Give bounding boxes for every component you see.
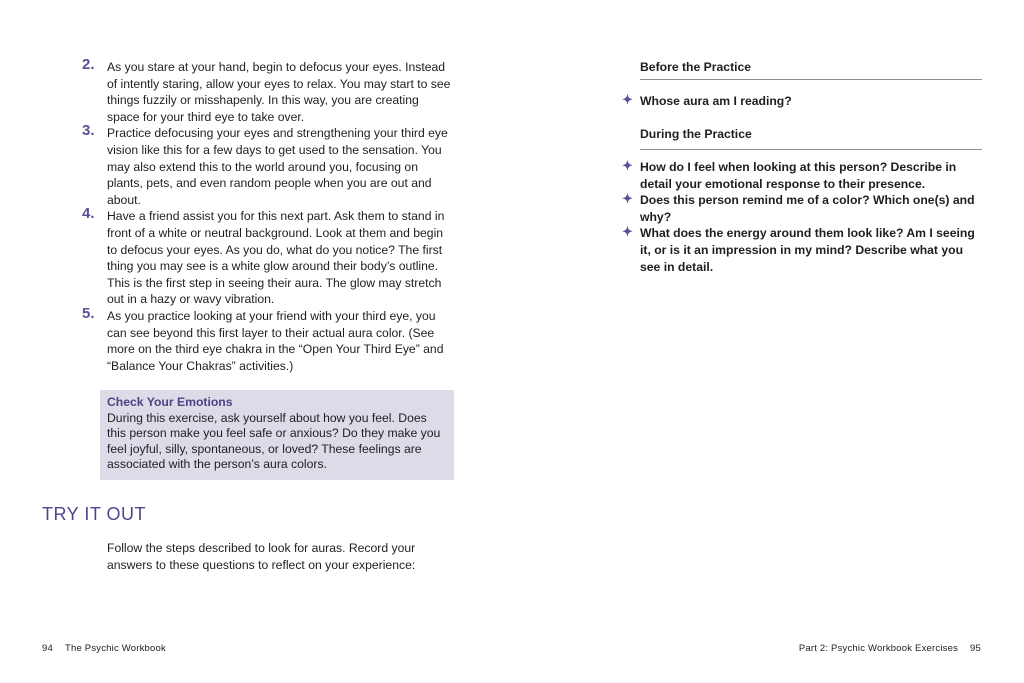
question-text: Whose aura am I reading? xyxy=(640,94,792,108)
star-bullet-icon: ✦ xyxy=(622,158,633,173)
step-item xyxy=(82,56,452,125)
star-bullet-icon: ✦ xyxy=(622,224,633,240)
during-questions xyxy=(622,159,984,275)
during-practice-section xyxy=(640,126,982,150)
question-item xyxy=(622,93,984,110)
try-it-out-intro: Follow the steps described to look for auras. Record your answers to these questions to reflect on your experience: xyxy=(107,541,416,572)
section-divider xyxy=(640,149,982,150)
question-text: How do I feel when looking at this person? Describe in detail your emotional response to their presence. xyxy=(640,160,957,191)
step-item xyxy=(82,205,452,308)
step-number: 3. xyxy=(82,122,95,140)
right-page xyxy=(512,0,1024,683)
left-footer xyxy=(42,643,166,654)
step-number: 4. xyxy=(82,205,95,223)
before-practice-section xyxy=(640,59,982,80)
star-bullet-icon: ✦ xyxy=(622,92,633,107)
section-heading: During the Practice xyxy=(640,127,752,141)
page-number: 95 xyxy=(970,643,981,654)
question-item xyxy=(622,159,984,192)
question-item xyxy=(622,225,984,275)
question-text: Does this person remind me of a color? Which one(s) and why? xyxy=(640,193,975,224)
step-text: Have a friend assist you for this next part. Ask them to stand in front of a white or neutral background. Look at them and begin to defocus your eyes. As you do, what do you notice? The first thing you may see is a white glow around their body’s outline. This is the first step in seeing their aura. The glow may stretch out in a hazy or wavy vibration. xyxy=(107,209,445,307)
star-bullet-icon: ✦ xyxy=(622,191,633,207)
check-emotions-callout xyxy=(100,390,454,480)
step-text: As you practice looking at your friend with your third eye, you can see beyond this first layer to their actual aura color. (See more on the third eye chakra in the “Open Your Third Eye” and “Balance Your Chakras” activities.) xyxy=(107,308,444,373)
right-footer xyxy=(799,643,981,654)
step-number: 5. xyxy=(82,304,95,322)
callout-title: Check Your Emotions xyxy=(107,395,233,409)
step-item xyxy=(82,122,452,208)
running-head: The Psychic Workbook xyxy=(64,643,166,654)
before-questions xyxy=(622,93,984,110)
question-text: What does the energy around them look like? Am I seeing it, or is it an impression in my mind? Describe what you see in detail. xyxy=(640,226,975,274)
try-it-out-heading: TRY IT OUT xyxy=(42,504,147,524)
steps-list xyxy=(82,56,452,374)
step-text: Practice defocusing your eyes and strengthening your third eye vision like this for a few days to get used to the sensation. You may also extend this to the world around you, focusing on plants, pets, and even random people when you are out and about. xyxy=(107,126,448,207)
step-number: 2. xyxy=(82,56,95,73)
running-head: Part 2: Psychic Workbook Exercises xyxy=(798,643,959,654)
step-item xyxy=(82,304,452,374)
page-number: 94 xyxy=(42,643,53,654)
step-text: As you stare at your hand, begin to defocus your eyes. Instead of intently staring, allow your eyes to relax. You may start to see things fuzzily or misshapenly. In this way, you are creating space for your third eye to take over. xyxy=(107,60,451,124)
callout-text: During this exercise, ask yourself about how you feel. Does this person make you feel safe or anxious? Do they make you feel joyful, silly, spontaneous, or loved? These feelings are associated with the person’s aura colors. xyxy=(107,410,441,471)
question-item xyxy=(622,192,984,225)
section-heading: Before the Practice xyxy=(640,59,982,80)
